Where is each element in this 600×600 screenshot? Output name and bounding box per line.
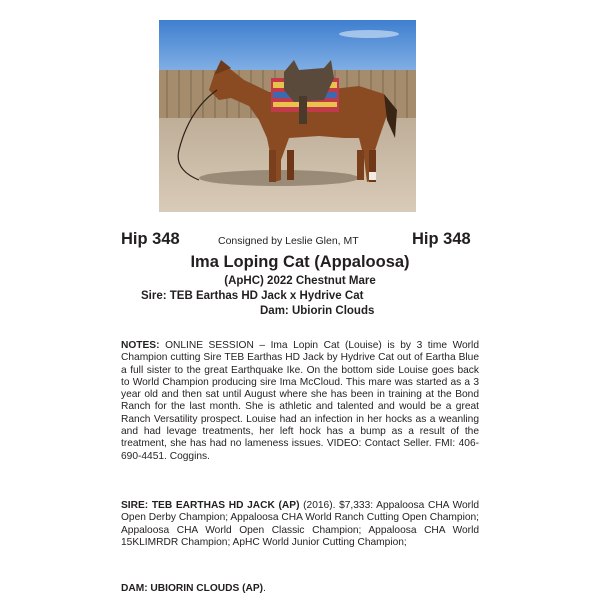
notes-paragraph	[121, 340, 479, 463]
registry-line: (ApHC) 2022 Chestnut Mare	[224, 275, 376, 287]
dam-notes-label: DAM: UBIORIN CLOUDS (AP)	[121, 583, 264, 594]
sire-line: Sire: TEB Earthas HD Jack x Hydrive Cat	[141, 290, 364, 302]
sire-notes-text: (2016). $7,333: Appaloosa CHA World Open Derby Champion; Appaloosa CHA World Ranch Cutting Open Champion; Appaloosa CHA World Open Classic Champion; Appaloosa CHA World 15KLIMRDR Champion; ApHC World Junior Cutting Champion;	[121, 500, 479, 548]
horse-name: Ima Loping Cat (Appaloosa)	[190, 253, 410, 271]
dam-notes-text: .	[263, 583, 266, 594]
sire-notes-label: SIRE: TEB EARTHAS HD JACK (AP)	[121, 500, 300, 511]
sire-notes-paragraph	[121, 500, 479, 549]
notes-text: ONLINE SESSION – Ima Lopin Cat (Louise) is by 3 time World Champion cutting Sire TEB Earthas HD Jack by Hydrive Cat out of Eartha Blue a full sister to the great Earthquake Ike. On the bottom side Louise goes back to World Champion producing sire Ima McCloud. This mare was started as a 3 year old and then sat until August where she has been in training at the Bond Ranch for the last month. She is athletic and talented and would be a great Ranch Versatility prospect. Louise had an infection in her hocks as a weanling and had levage treatments, her left hock has a bump as a result of the treatment, she has had no lameness issues. VIDEO: Contact Seller. FMI: 406-690-4451. Coggins.	[121, 340, 479, 462]
hip-number-right: Hip 348	[412, 230, 471, 248]
horse-photo	[159, 20, 416, 212]
notes-label: NOTES:	[121, 340, 160, 351]
dam-line: Dam: Ubiorin Clouds	[260, 305, 375, 317]
hip-number-left: Hip 348	[121, 230, 180, 248]
dam-notes-paragraph	[121, 583, 479, 595]
consignor-line: Consigned by Leslie Glen, MT	[218, 235, 359, 247]
